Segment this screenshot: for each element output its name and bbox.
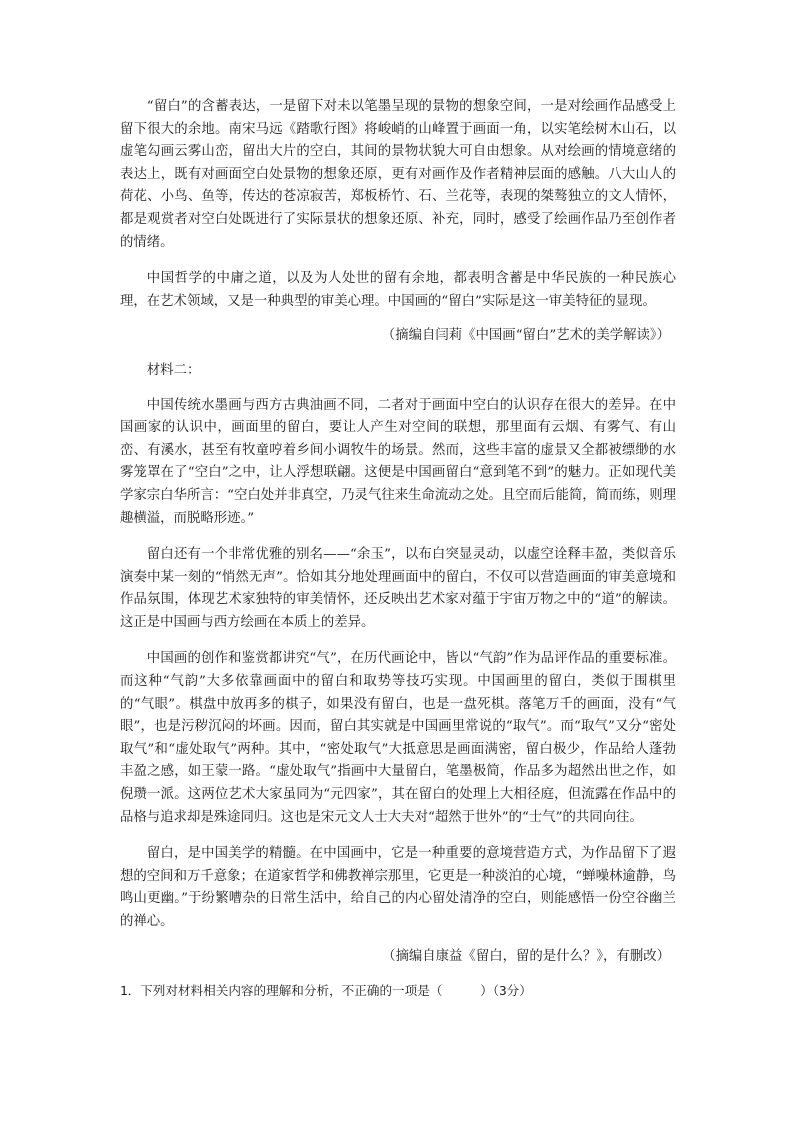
paragraph: 留白，是中国美学的精髓。在中国画中，它是一种重要的意境营造方式，为作品留下了遐想的空间和万千意象；在道家哲学和佛教禅宗那里，它更是一种淡泊的心境，“蝉噪林逾静，鸟鸣山更幽。”于纷繁嘈杂的日常生活中，给自己的内心留处清净的空白，则能感悟一份空谷幽兰的禅心。 [120,846,676,929]
paragraph: 中国画的创作和鉴赏都讲究“气”，在历代画论中，皆以“气韵”作为品评作品的重要标准。而这种“气韵”大多依靠画面中的留白和取势等技巧实现。中国画里的留白，类似于围棋里的“气眼”。棋盘中放再多的棋子，如果没有留白，也是一盘死棋。落笔万千的画面，没有“气眼”，也是污秽沉闷的坏画。因而，留白其实就是中国画里常说的“取气”。而“取气”又分“密处取气”和“虚处取气”两种。其中，“密处取气”大抵意思是画面满密，留白极少，作品给人蓬勃丰盈之感，如王蒙一路。“虚处取气”指画中大量留白，笔墨极简，作品多为超然出世之作，如倪瓒一派。这两位艺术大家虽同为“元四家”，其在留白的处理上大相径庭，但流露在作品中的品格与追求却是殊途同归。这也是宋元文人士大夫对“超然于世外”的“士气”的共同向往。 [120,651,676,825]
paragraph: “留白”的含蓄表达，一是留下对未以笔墨呈现的景物的想象空间，一是对绘画作品感受上留下很大的余地。南宋马远《踏歌行图》将峻峭的山峰置于画面一角，以实笔绘树木山石，以虚笔勾画云雾山峦，留出大片的空白，其间的景物状貌大可自由想象。从对绘画的情境意绪的表达上，既有对画面空白处景物的想象还原，更有对画作及作者精神层面的感触。八大山人的荷花、小鸟、鱼等，传达的苍凉寂苦，郑板桥竹、石、兰花等，表现的桀骜独立的文人情怀，都是观赏者对空白处既进行了实际景状的想象还原、补充，同时，感受了绘画作品乃至创作者的情绪。 [120,99,676,250]
paragraph: 中国哲学的中庸之道，以及为人处世的留有余地，都表明含蓄是中华民族的一种民族心理，在艺术领域，又是一种典型的审美心理。中国画的“留白”实际是这一审美特征的显现。 [120,271,676,309]
question-stem: 1．下列对材料相关内容的理解和分析，不正确的一项是（ ）（3分） [120,983,532,999]
paragraph: 留白还有一个非常优雅的别名——“余玉”，以布白突显灵动，以虚空诠释丰盈，类似音乐演奏中某一刻的“悄然无声”。恰如其分地处理画面中的留白，不仅可以营造画面的审美意境和作品氛围，体现艺术家独特的审美情怀，还反映出艺术家对蕴于宇宙万物之中的“道”的解读。这正是中国画与西方绘画在本质上的差异。 [120,547,676,630]
source-citation: （摘编自闫莉《中国画“留白”艺术的美学解读》） [381,328,670,344]
material-heading: 材料二： [146,362,201,378]
document-page [120,96,676,1003]
paragraph: 中国传统水墨画与西方古典油画不同，二者对于画面中空白的认识存在很大的差异。在中国画家的认识中，画面里的留白，要让人产生对空间的联想，那里面有云烟、有雾气、有山峦、有溪水，甚至有牧童哼着乡间小调牧牛的场景。然而，这些丰富的虚景又全都被缥缈的水雾笼罩在了“空白”之中，让人浮想联翩。这便是中国画留白“意到笔不到”的魅力。正如现代美学家宗白华所言：“空白处并非真空，乃灵气往来生命流动之处。且空而后能简，简而练，则理趣横溢，而脱略形迹。” [120,397,676,526]
source-citation: （摘编自康益《留白，留的是什么？》，有删改） [382,948,670,964]
